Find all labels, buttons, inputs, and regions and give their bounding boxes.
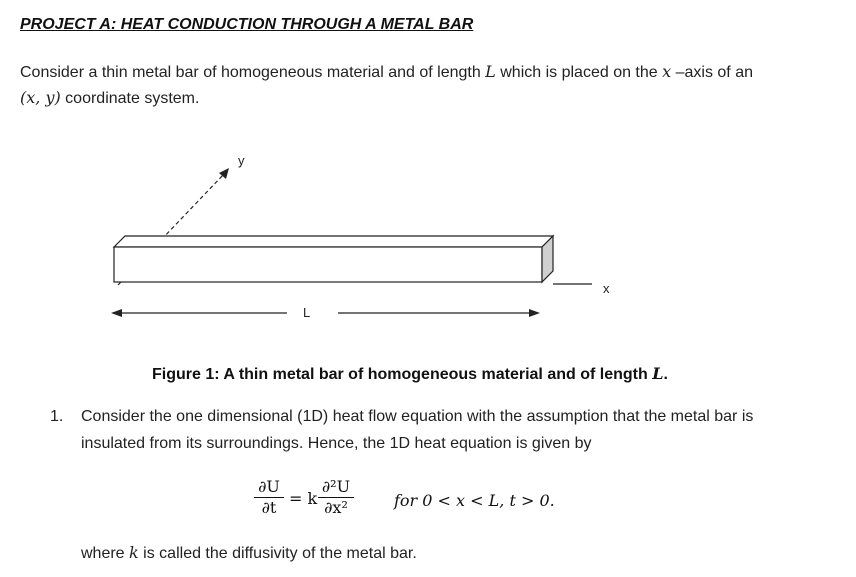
footer-text: where k is called the diffusivity of the metal bar. [81, 543, 417, 562]
length-arrowhead-right [529, 309, 540, 317]
x-axis-label: x [603, 281, 610, 296]
rhs-fraction: ∂²U ∂x² [318, 477, 354, 518]
lhs-fraction: ∂U ∂t [254, 477, 284, 518]
var-L: L [485, 62, 496, 81]
length-label: L [303, 305, 311, 320]
var-x: x [662, 62, 672, 81]
intro-line-2: (x, y) coordinate system. [20, 88, 200, 107]
y-axis-label: y [238, 153, 245, 168]
coord-system: (x, y) [20, 88, 61, 107]
item-number: 1. [50, 408, 64, 425]
var-k: k [129, 543, 139, 562]
bar-top-face [114, 236, 553, 247]
item-line-2: insulated from its surroundings. Hence, the 1D heat equation is given by [81, 435, 592, 452]
bar-front-face [114, 247, 542, 282]
document-title: PROJECT A: HEAT CONDUCTION THROUGH A METAL BAR [20, 16, 474, 33]
intro-line-1: Consider a thin metal bar of homogeneous material and of length L which is placed on the x –axis of an [20, 62, 753, 81]
item-line-1: Consider the one dimensional (1D) heat flow equation with the assumption that the metal bar is [81, 408, 754, 425]
figure-caption: Figure 1: A thin metal bar of homogeneous material and of length L. [152, 364, 668, 383]
equation-condition: for 0 < x < L, t > 0. [394, 491, 555, 510]
length-arrowhead-left [111, 309, 122, 317]
equals-k: = k [289, 489, 318, 508]
